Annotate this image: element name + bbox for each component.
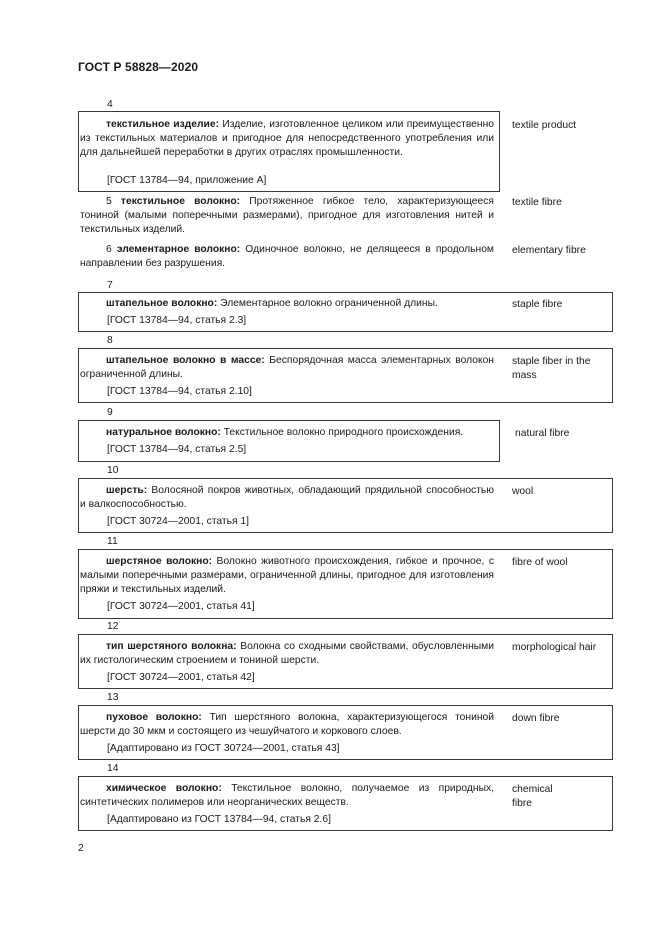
- term-english: elementary fibre: [512, 245, 586, 256]
- term-text: Волокно животного происхождения, гибкое и прочное, с малыми поперечными размерами, ограниченной длины, пригодное для изготовления пряжи и текстильных изделий.: [80, 556, 494, 596]
- term-text: Изделие, изготовленное целиком или преимущественно из текстильных материалов и пригодное для непосредственного употребления или для дальнейшей переработки в других отраслях промышленности.: [80, 119, 494, 159]
- term-english: chemical fibre: [512, 784, 553, 809]
- term-text: Волокна со сходными свойствами, обусловленными их гистологическим строением и тониной шерсти.: [80, 641, 494, 667]
- term-text: Одиночное волокно, не делящееся в продольном направлении без разрушения.: [80, 244, 494, 270]
- term-definition: [80, 782, 494, 810]
- term-text: Беспорядочная масса элементарных волокон ограниченной длины.: [80, 355, 494, 381]
- term-source: [ГОСТ 13784—94, приложение А]: [107, 175, 267, 186]
- term-name: шерстяное волокно:: [106, 556, 213, 567]
- term-english: textile product: [512, 120, 577, 131]
- term-definition: [80, 640, 494, 668]
- document-header: ГОСТ Р 58828—2020: [78, 60, 199, 74]
- term-definition: [80, 243, 494, 271]
- term-source: [ГОСТ 30724—2001, статья 42]: [107, 672, 255, 683]
- term-number: 13: [107, 692, 119, 703]
- term-text: Текстильное волокно, получаемое из природных, синтетических полимеров или неорганических веществ.: [80, 783, 494, 809]
- term-text: Текстильное волокно природного происхождения.: [220, 427, 464, 438]
- term-number: 12: [107, 621, 119, 632]
- term-english: morphological hair: [512, 642, 597, 653]
- term-source: [Адаптировано из ГОСТ 30724—2001, статья 43]: [107, 743, 340, 754]
- term-name: текстильное изделие:: [106, 119, 220, 130]
- term-english: staple fiber in the mass: [512, 356, 591, 381]
- term-english: textile fibre: [512, 197, 562, 208]
- term-name: натуральное волокно:: [106, 427, 221, 438]
- term-number: 8: [107, 335, 113, 346]
- term-english: wool: [512, 486, 534, 497]
- term-text: Волосяной покров животных, обладающий прядильной способностью и валкоспособностью.: [80, 485, 494, 511]
- term-definition: [80, 484, 494, 512]
- term-name: текстильное волокно:: [120, 196, 241, 207]
- term-name: шерсть:: [106, 485, 148, 496]
- term-number: 4: [107, 99, 113, 110]
- term-name: тип шерстяного волокна:: [106, 641, 237, 652]
- term-definition: [80, 426, 494, 440]
- term-name: штапельное волокно:: [106, 298, 218, 309]
- term-number: 11: [107, 536, 118, 547]
- term-english: natural fibre: [515, 428, 570, 439]
- term-source: [ГОСТ 13784—94, статья 2.3]: [107, 315, 247, 326]
- term-text: Протяженное гибкое тело, характеризующееся тониной (малыми поперечными размерами), пригодное для изготовления нитей и текстильных изделий.: [80, 196, 494, 236]
- term-source: [Адаптировано из ГОСТ 13784—94, статья 2.6]: [107, 814, 331, 825]
- page-number: 2: [78, 843, 84, 854]
- term-name: химическое волокно:: [106, 783, 222, 794]
- term-english: fibre of wool: [512, 557, 568, 568]
- term-name: элементарное волокно:: [116, 244, 241, 255]
- term-text: Элементарное волокно ограниченной длины.: [217, 298, 438, 309]
- term-definition: [80, 354, 494, 382]
- term-english: down fibre: [512, 713, 560, 724]
- term-source: [ГОСТ 13784—94, статья 2.10]: [107, 386, 252, 397]
- term-number: 14: [107, 763, 119, 774]
- term-number: 7: [107, 280, 113, 291]
- term-name: штапельное волокно в массе:: [106, 355, 265, 366]
- term-number: 6: [106, 244, 112, 255]
- term-definition: [80, 118, 494, 161]
- term-name: пуховое волокно:: [106, 712, 202, 723]
- term-english: staple fibre: [512, 299, 563, 310]
- term-definition: [80, 297, 494, 311]
- term-text: Тип шерстяного волокна, характеризующегося тониной шерсти до 30 мкм и состоящего из чешуйчатого и коркового слоев.: [80, 712, 495, 738]
- term-number: 10: [107, 465, 119, 476]
- term-number: 5: [106, 196, 112, 207]
- term-definition: [80, 555, 494, 598]
- term-definition: [80, 711, 494, 739]
- term-source: [ГОСТ 30724—2001, статья 1]: [107, 516, 250, 527]
- term-number: 9: [107, 407, 113, 418]
- term-source: [ГОСТ 13784—94, статья 2.5]: [107, 444, 247, 455]
- term-source: [ГОСТ 30724—2001, статья 41]: [107, 601, 255, 612]
- term-definition: [80, 195, 494, 238]
